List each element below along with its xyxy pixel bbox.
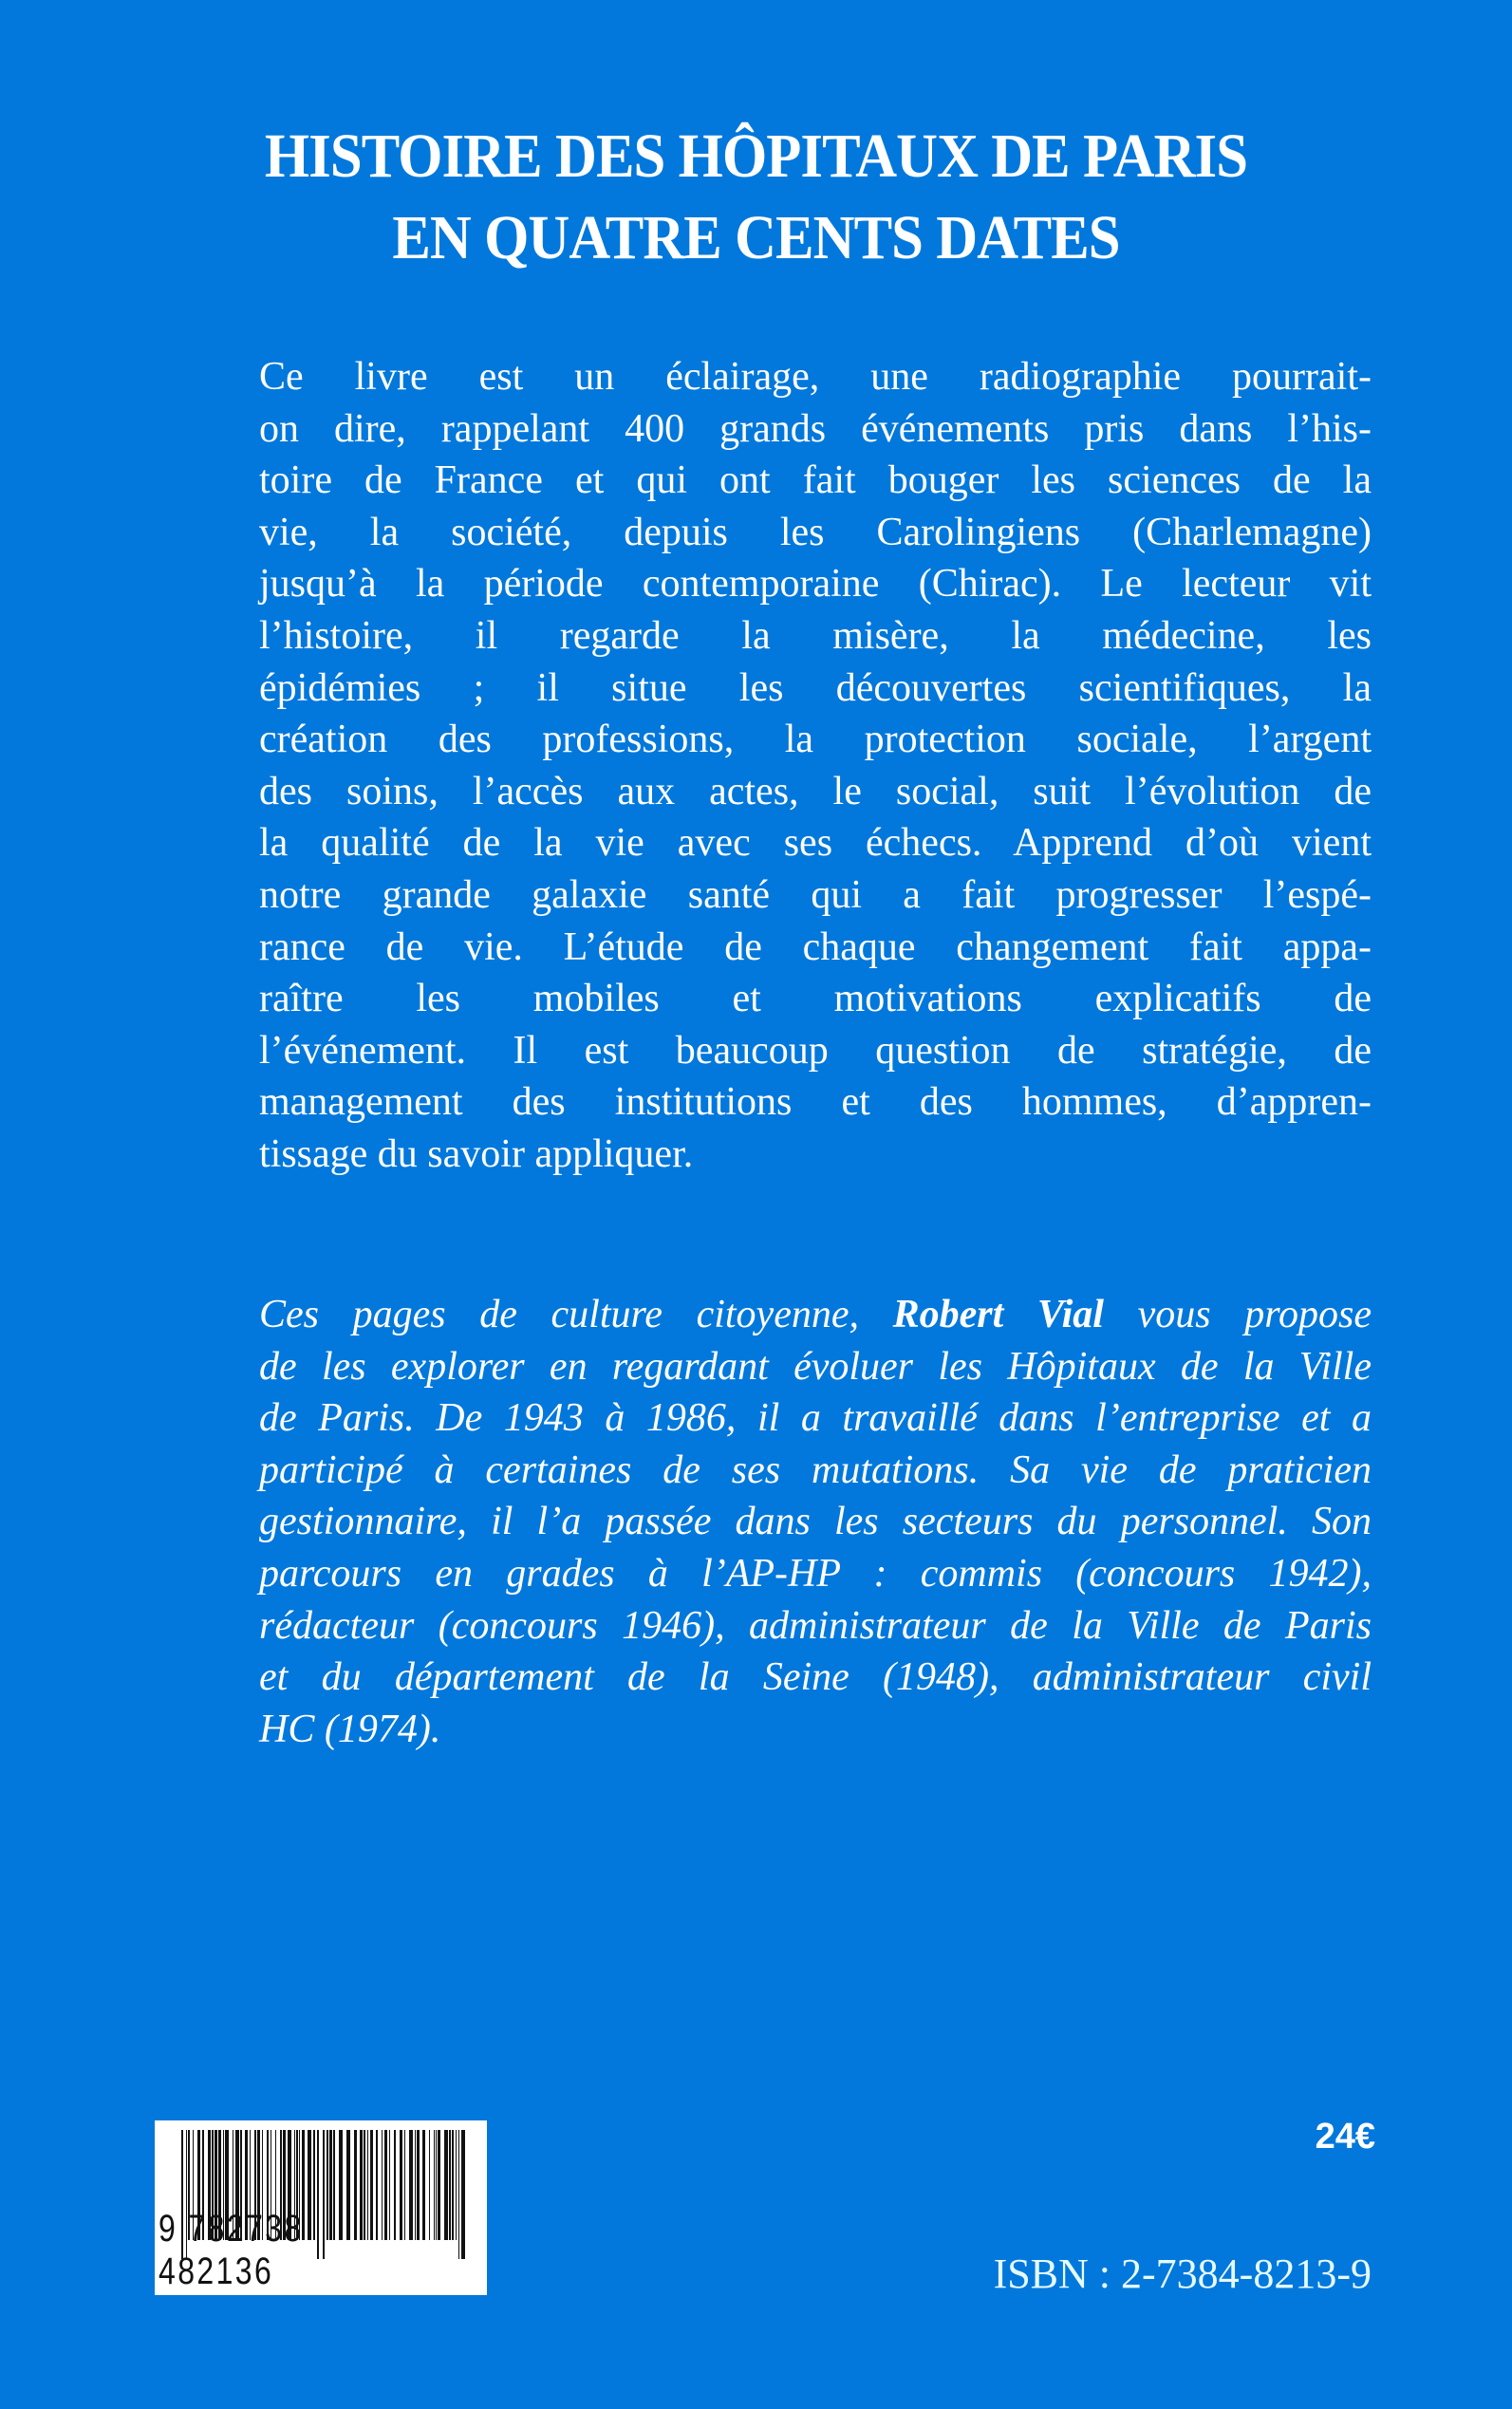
- price: 24€: [1315, 2117, 1375, 2157]
- author-name: Robert Vial: [892, 1293, 1104, 1336]
- description-line: management des institutions et des hommes, d’appren-: [259, 1080, 1372, 1125]
- description-line: raître les mobiles et motivations explicatifs de: [259, 977, 1372, 1021]
- author-line: et du département de la Seine (1948), administrateur civil: [259, 1655, 1372, 1700]
- barcode-bar: [449, 2130, 451, 2240]
- description-line: l’histoire, il regarde la misère, la médecine, les: [259, 613, 1372, 658]
- description-line: Ce livre est un éclairage, une radiographie pourrait-: [259, 355, 1372, 399]
- barcode-digits: 9 782738 482136: [159, 2208, 304, 2292]
- description-line: la qualité de la vie avec ses échecs. Apprend d’où vient: [259, 821, 1372, 866]
- description-line: création des professions, la protection sociale, l’argent: [259, 718, 1372, 762]
- author-line: HC (1974).: [259, 1707, 441, 1751]
- barcode-bar: [429, 2130, 430, 2240]
- barcode-bar: [456, 2130, 457, 2240]
- barcode-bar: [434, 2130, 435, 2240]
- description-line: l’événement. Il est beaucoup question de stratégie, de: [259, 1028, 1372, 1073]
- author-line: rédacteur (concours 1946), administrateur de la Ville de Paris: [259, 1603, 1372, 1648]
- barcode: [155, 2120, 487, 2295]
- barcode-bar: [417, 2130, 420, 2240]
- barcode-bar: [461, 2130, 465, 2259]
- description-line: jusqu’à la période contemporaine (Chirac). Le lecteur vit: [259, 562, 1372, 607]
- title-line-1: HISTOIRE DES HÔPITAUX DE PARIS: [264, 121, 1248, 191]
- author-line: participé à certaines de ses mutations. Sa vie de praticien: [259, 1447, 1372, 1492]
- barcode-bar: [452, 2130, 454, 2240]
- description-line: toire de France et qui ont fait bouger les sciences de la: [259, 458, 1372, 503]
- book-title: [61, 116, 1452, 279]
- barcode-bar: [444, 2130, 448, 2240]
- description-line: des soins, l’accès aux actes, le social, suit l’évolution de: [259, 769, 1372, 813]
- author-paragraph: [259, 1289, 1372, 1755]
- description-line: vie, la société, depuis les Carolingiens (Charlemagne): [259, 510, 1372, 554]
- description-line: épidémies ; il situe les découvertes scientifiques, la: [259, 665, 1372, 710]
- description-line: notre grande galaxie santé qui a fait progresser l’espé-: [259, 872, 1372, 917]
- barcode-bar: [422, 2130, 425, 2240]
- text: vous propose: [1103, 1293, 1372, 1336]
- isbn: ISBN : 2-7384-8213-9: [993, 2250, 1372, 2297]
- title-line-2: EN QUATRE CENTS DATES: [392, 203, 1120, 272]
- description-line: rance de vie. L’étude de chaque changement fait appa-: [259, 924, 1372, 969]
- barcode-bar: [436, 2130, 437, 2240]
- barcode-bar: [458, 2130, 459, 2259]
- description-line: tissage du savoir appliquer.: [259, 1131, 694, 1176]
- barcode-bar: [438, 2130, 440, 2240]
- author-line: de Paris. De 1943 à 1986, il a travaillé dans l’entreprise et a: [259, 1396, 1372, 1441]
- author-line-1: [259, 1289, 1372, 1341]
- description-paragraph: [259, 351, 1372, 1181]
- text: Ces pages de culture citoyenne,: [259, 1293, 893, 1336]
- author-line: parcours en grades à l’AP-HP : commis (concours 1942),: [259, 1551, 1372, 1596]
- description-line: on dire, rappelant 400 grands événements pris dans l’his-: [259, 406, 1372, 451]
- author-line: de les explorer en regardant évoluer les Hôpitaux de la Ville: [259, 1344, 1372, 1389]
- author-line: gestionnaire, il l’a passée dans les secteurs du personnel. Son: [259, 1500, 1372, 1544]
